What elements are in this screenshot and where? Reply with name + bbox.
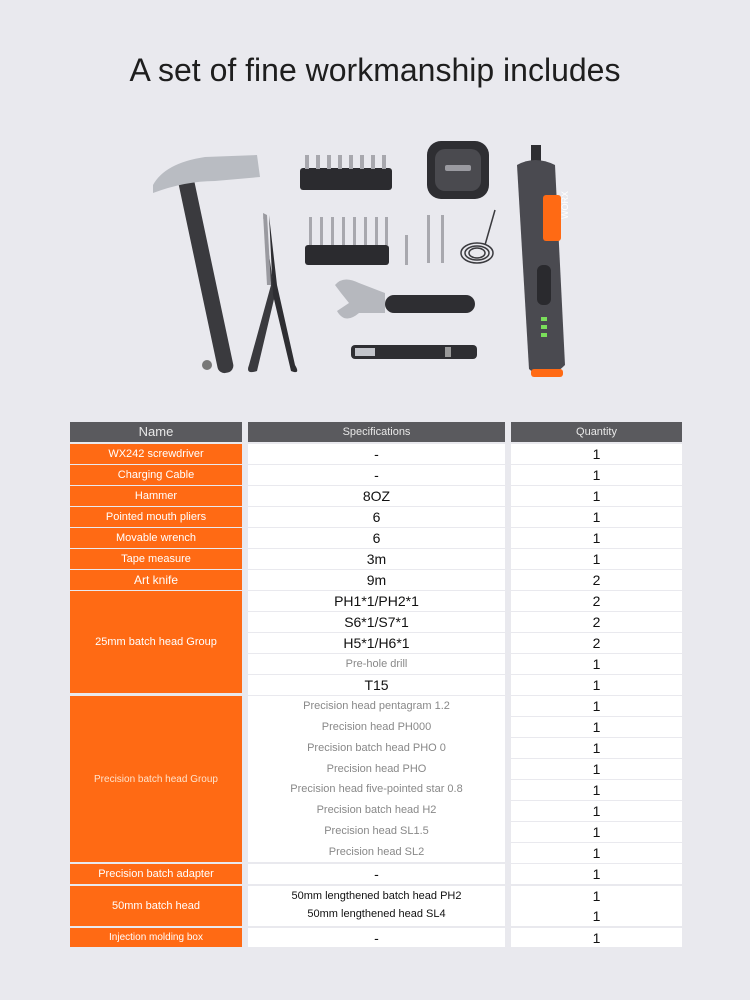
row-qty: 1 — [511, 444, 682, 464]
pliers-icon — [248, 213, 297, 372]
group-precision-spec: Precision head pentagram 1.2 — [248, 696, 505, 716]
svg-text:WORX: WORX — [560, 191, 570, 219]
group-25mm-label: 25mm batch head Group — [70, 591, 242, 693]
injection-box-spec: - — [248, 928, 505, 947]
row-spec: - — [248, 465, 505, 485]
group-precision-spec: Precision head PH000 — [248, 717, 505, 737]
row-spec: 3m — [248, 549, 505, 569]
electric-screwdriver-icon — [517, 145, 570, 377]
tape-measure-icon — [427, 141, 489, 199]
group-50mm-label: 50mm batch head — [70, 886, 242, 926]
group-25mm-qty: 1 — [511, 654, 682, 674]
row-qty: 1 — [511, 528, 682, 548]
group-25mm-qty: 1 — [511, 675, 682, 695]
row-spec: 8OZ — [248, 486, 505, 506]
group-50mm-spec: 50mm lengthened head SL4 — [248, 905, 505, 923]
row-name: Movable wrench — [70, 528, 242, 548]
row-spec: - — [248, 444, 505, 464]
group-25mm-spec: Pre-hole drill — [248, 654, 505, 674]
group-precision-qty: 1 — [511, 696, 682, 716]
group-precision-qty: 1 — [511, 822, 682, 842]
group-precision-spec: Precision batch head PHO 0 — [248, 738, 505, 758]
row-name: Art knife — [70, 570, 242, 590]
group-precision-spec: Precision head SL1.5 — [248, 821, 505, 841]
group-25mm-spec: H5*1/H6*1 — [248, 633, 505, 653]
group-25mm-spec: T15 — [248, 675, 505, 695]
group-25mm-qty: 2 — [511, 591, 682, 611]
adapter-label: Precision batch adapter — [70, 864, 242, 884]
group-precision-qty: 1 — [511, 738, 682, 758]
bit-holder-bottom-icon — [305, 215, 444, 265]
injection-box-label: Injection molding box — [70, 928, 242, 947]
group-precision-qty: 1 — [511, 759, 682, 779]
row-qty: 1 — [511, 486, 682, 506]
injection-box-qty: 1 — [511, 928, 682, 947]
row-qty: 1 — [511, 465, 682, 485]
group-precision-spec: Precision head PHO — [248, 759, 505, 779]
hammer-icon — [153, 155, 260, 374]
charging-cable-icon — [461, 210, 495, 263]
group-precision-qty: 1 — [511, 780, 682, 800]
group-precision-qty: 1 — [511, 801, 682, 821]
bit-holder-top-icon — [300, 155, 392, 190]
group-precision-spec: Precision head SL2 — [248, 842, 505, 862]
group-25mm-qty: 2 — [511, 633, 682, 653]
row-name: Pointed mouth pliers — [70, 507, 242, 527]
group-50mm-qty: 1 — [511, 886, 682, 906]
row-name: Charging Cable — [70, 465, 242, 485]
group-25mm-qty: 2 — [511, 612, 682, 632]
group-precision-qty: 1 — [511, 717, 682, 737]
row-name: Hammer — [70, 486, 242, 506]
row-name: Tape measure — [70, 549, 242, 569]
row-qty: 1 — [511, 549, 682, 569]
page-title: A set of fine workmanship includes — [129, 52, 621, 88]
group-precision-qty: 1 — [511, 843, 682, 863]
row-qty: 2 — [511, 570, 682, 590]
adapter-qty: 1 — [511, 864, 682, 884]
tool-kit-illustration — [145, 135, 605, 385]
group-precision-spec: Precision batch head H2 — [248, 800, 505, 820]
group-50mm-spec: 50mm lengthened batch head PH2 — [248, 887, 505, 905]
group-25mm-spec: S6*1/S7*1 — [248, 612, 505, 632]
row-spec: 9m — [248, 570, 505, 590]
row-spec: 6 — [248, 507, 505, 527]
group-25mm-spec: PH1*1/PH2*1 — [248, 591, 505, 611]
group-precision-spec: Precision head five-pointed star 0.8 — [248, 779, 505, 799]
wrench-icon — [335, 279, 475, 318]
adapter-spec: - — [248, 864, 505, 884]
group-50mm-qty: 1 — [511, 906, 682, 926]
row-name: WX242 screwdriver — [70, 444, 242, 464]
header-qty: Quantity — [511, 422, 682, 442]
row-qty: 1 — [511, 507, 682, 527]
header-name: Name — [70, 422, 242, 442]
group-precision-label: Precision batch head Group — [70, 696, 242, 862]
row-spec: 6 — [248, 528, 505, 548]
header-spec: Specifications — [248, 422, 505, 442]
utility-knife-icon — [351, 345, 477, 359]
